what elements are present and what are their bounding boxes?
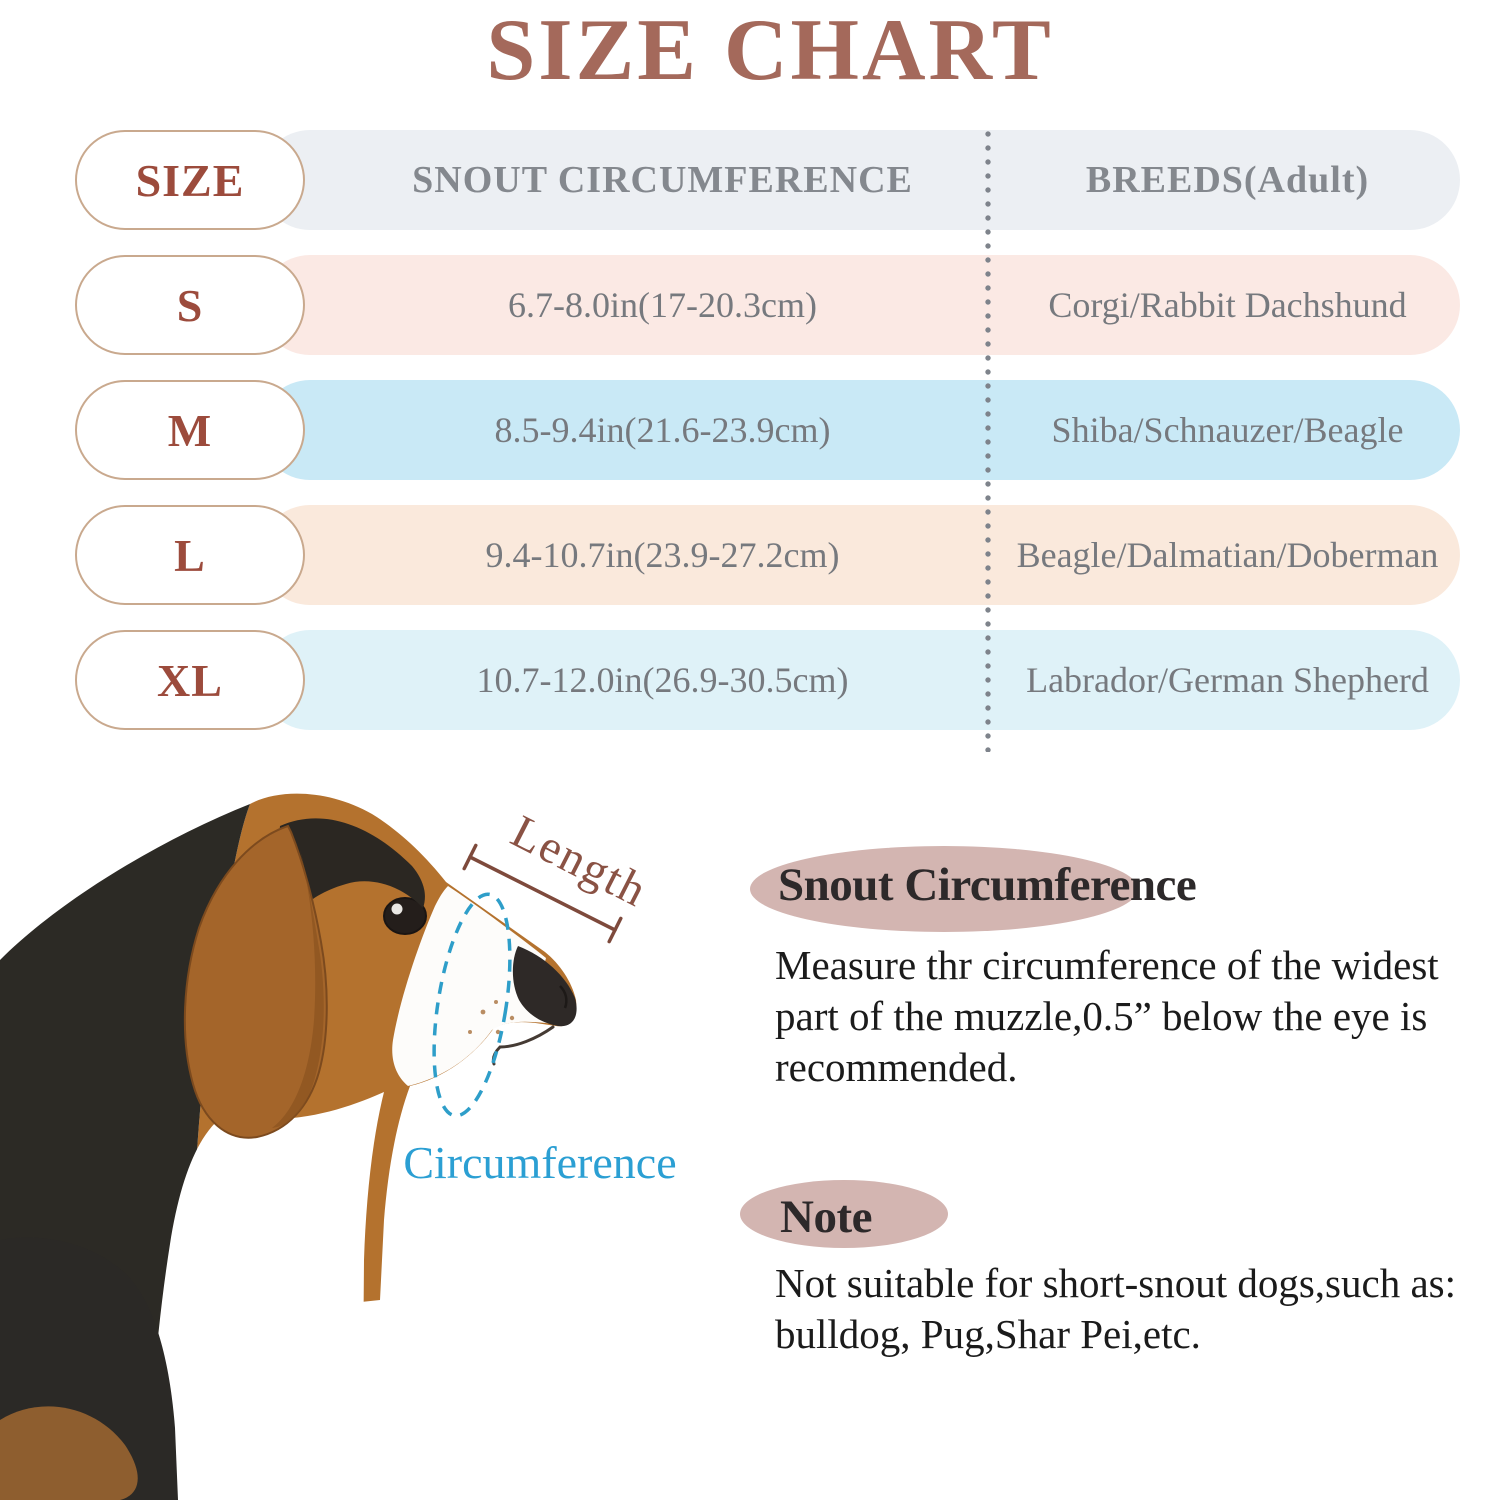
table-header-row	[75, 130, 1460, 230]
snout-body-line: part of the muzzle,0.5” below the eye is	[775, 993, 1428, 1039]
snout-cell: 8.5-9.4in(21.6-23.9cm)	[494, 410, 831, 450]
snout-cell: 9.4-10.7in(23.9-27.2cm)	[485, 535, 840, 575]
size-label: S	[176, 279, 204, 331]
length-label: Length	[503, 805, 656, 918]
breeds-cell: Corgi/Rabbit Dachshund	[1048, 285, 1407, 325]
note-section-heading: Note	[780, 1191, 872, 1243]
table-row-l	[75, 505, 1460, 605]
size-pill	[75, 380, 305, 480]
size-pill	[75, 255, 305, 355]
size-pill	[75, 630, 305, 730]
snout-body-line: recommended.	[775, 1044, 1018, 1090]
snout-body-line: Measure thr circumference of the widest	[775, 942, 1439, 988]
size-label: XL	[157, 654, 223, 706]
breeds-cell: Beagle/Dalmatian/Doberman	[1016, 535, 1439, 575]
table-row-s	[75, 255, 1460, 355]
snout-header-cell: SNOUT CIRCUMFERENCE	[412, 159, 913, 201]
snout-section-body	[775, 940, 1439, 1093]
snout-cell: 6.7-8.0in(17-20.3cm)	[508, 285, 817, 325]
breeds-header-cell: BREEDS(Adult)	[1085, 159, 1370, 201]
note-section-body	[775, 1258, 1456, 1360]
table-row-m	[75, 380, 1460, 480]
table-row-xl	[75, 630, 1460, 730]
size-header-label: SIZE	[135, 154, 245, 206]
snout-section-heading: Snout Circumference	[778, 859, 1197, 911]
note-body-line: Not suitable for short-snout dogs,such as:	[775, 1260, 1456, 1306]
column-separator-dotted-line	[985, 130, 991, 752]
size-label: M	[167, 404, 213, 456]
size-pill	[75, 505, 305, 605]
beagle-illustration	[0, 780, 700, 1500]
circumference-label: Circumference	[403, 1137, 677, 1188]
breeds-cell: Shiba/Schnauzer/Beagle	[1051, 410, 1404, 450]
snout-cell: 10.7-12.0in(26.9-30.5cm)	[476, 660, 849, 700]
size-header-pill	[75, 130, 305, 230]
size-label: L	[174, 529, 206, 581]
breeds-cell: Labrador/German Shepherd	[1026, 660, 1429, 700]
page-title: SIZE CHART	[486, 2, 1054, 99]
note-body-line: bulldog, Pug,Shar Pei,etc.	[775, 1311, 1201, 1357]
